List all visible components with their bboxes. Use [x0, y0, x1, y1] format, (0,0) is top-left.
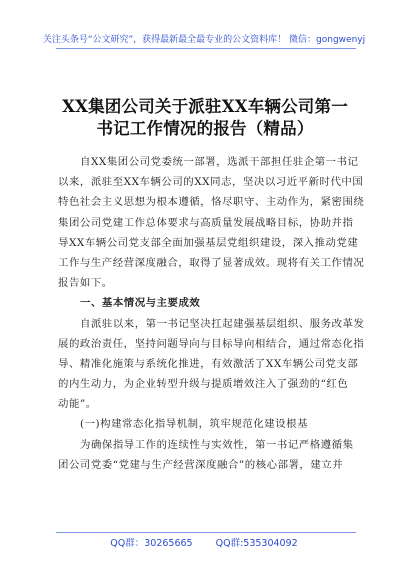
body-line: 团公司党委“党建与生产经营深度融合”的核心部署，建立并 [58, 458, 344, 471]
body-line: 报告如下。 [58, 277, 113, 290]
body-line: 导XX车辆公司党支部全面加强基层党组织建设，深入推动党建 [58, 236, 359, 249]
body-line: 的内生动力，为企业转型升级与提质增效注入了强劲的“红色 [58, 378, 349, 391]
footer-qq-2: QQ群:535304092 [215, 538, 298, 549]
body-line: 为确保指导工作的连续性与实效性，第一书记严格遵循集 [80, 438, 354, 451]
body-line: 特色社会主义思想为根本遵循，恪尽职守、主动作为，紧密围绕 [58, 196, 365, 209]
title-line-2: 书记工作情况的报告（精品） [96, 119, 314, 138]
body-line: 以来，派驻至XX车辆公司的XX同志，坚决以习近平新时代中国 [58, 176, 364, 189]
header-divider [56, 48, 356, 49]
body-line: 动能”。 [58, 398, 97, 411]
document-title [56, 96, 354, 140]
footer [0, 535, 408, 549]
header-note: 关注头条号“公文研究”，获得最新最全最专业的公文资料库！ 微信：gongwenyj [42, 35, 366, 45]
title-line-1: XX集团公司关于派驻XX车辆公司第一 [62, 97, 348, 116]
body-line: 展的政治责任，坚持问题导向与目标导向相结合，通过常态化指 [58, 337, 365, 350]
body-line: 导、精准化施策与系统化推进，有效激活了XX车辆公司党支部 [58, 357, 359, 370]
document-body [58, 152, 365, 475]
footer-divider [56, 532, 356, 533]
body-line: 集团公司党建工作总体要求与高质量发展战略目标，协助并指 [58, 216, 354, 229]
footer-qq-1: QQ群：30265665 [110, 538, 193, 549]
body-line: 自派驻以来，第一书记坚决扛起建强基层组织、服务改革发 [80, 317, 365, 330]
section-heading: 一、基本情况与主要成效 [80, 297, 201, 310]
body-line: 工作与生产经营深度融合，取得了显著成效。现将有关工作情况 [58, 256, 365, 269]
body-line: 自XX集团公司党委统一部署，选派干部担任驻企第一书记 [80, 156, 359, 168]
subsection-heading: (一)构建常态化指导机制，筑牢规范化建设根基 [80, 418, 309, 431]
